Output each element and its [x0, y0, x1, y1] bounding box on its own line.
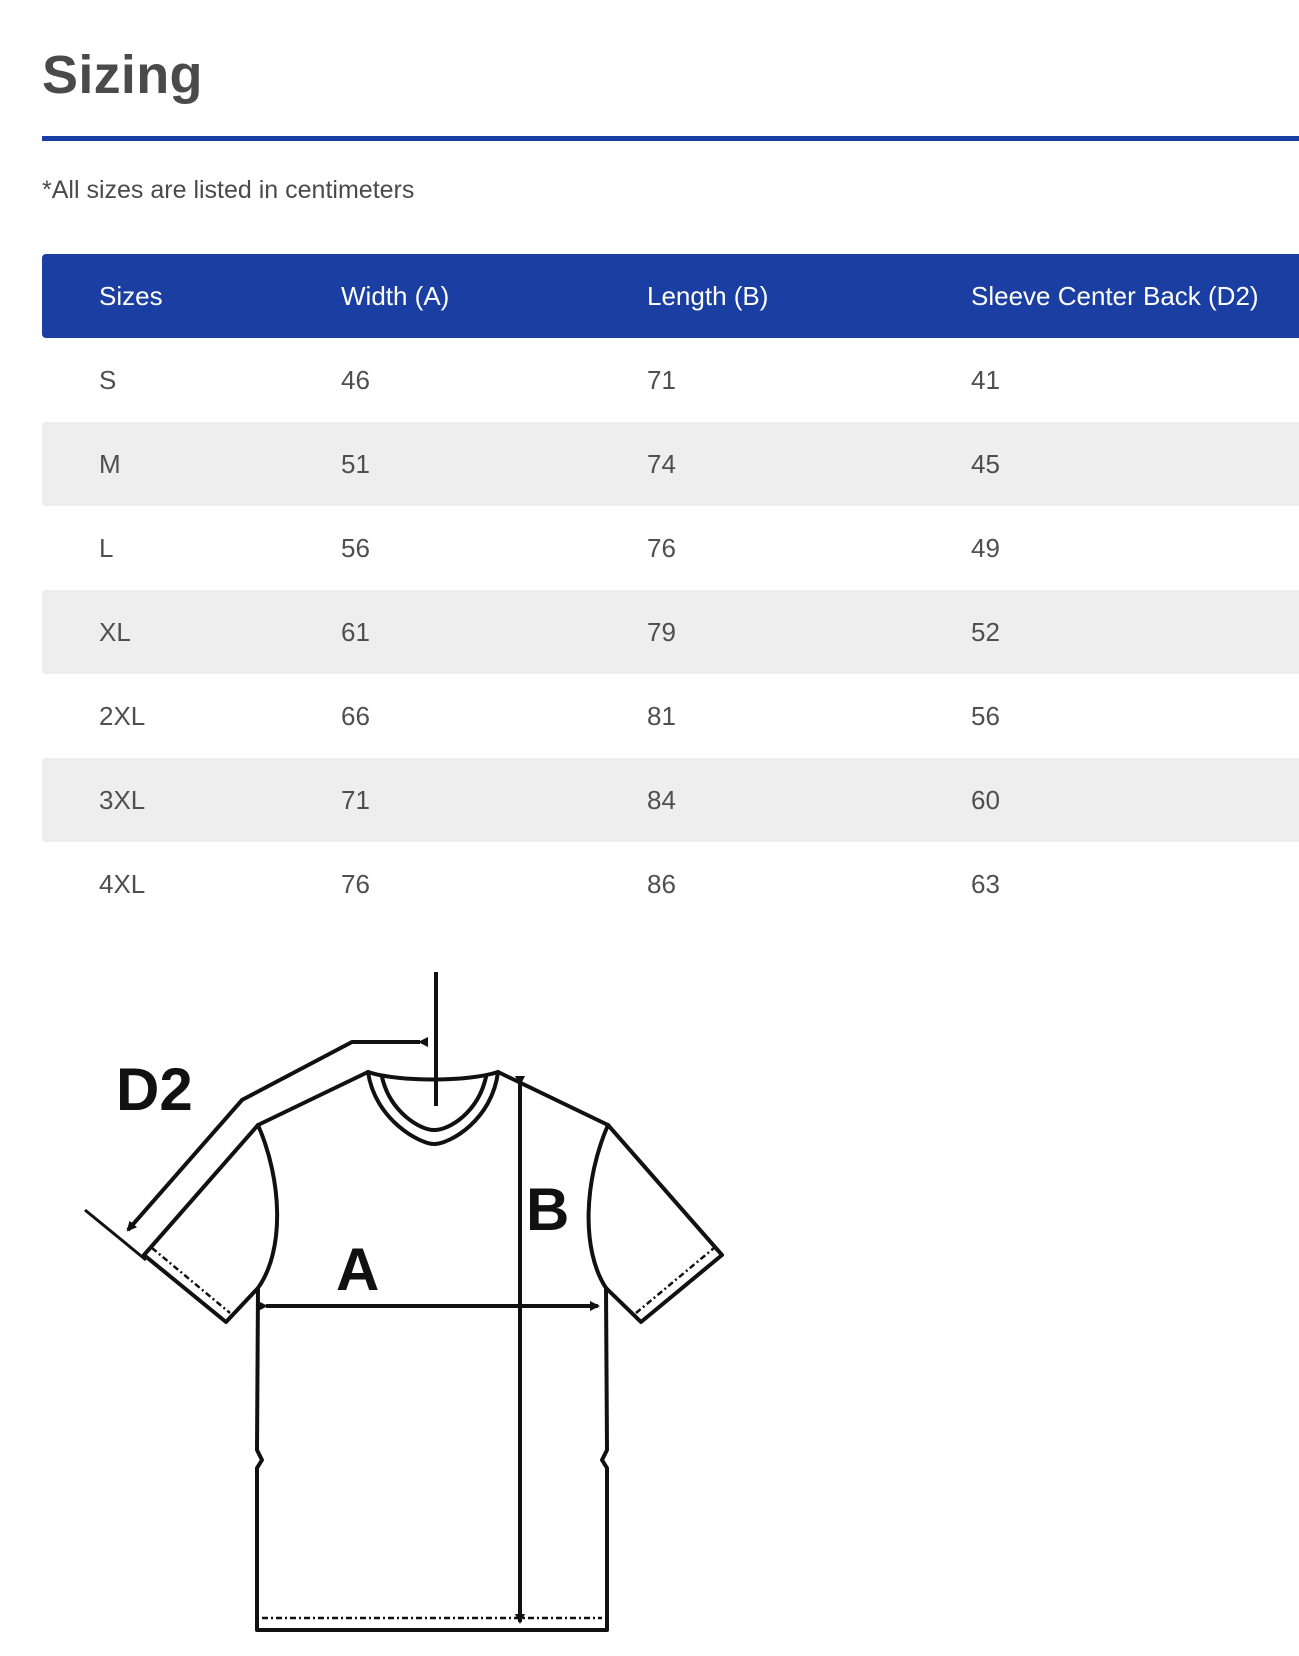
cell-width: 61: [341, 590, 647, 674]
cell-width: 56: [341, 532, 370, 563]
cell-length: 76: [647, 532, 676, 563]
cell-sleeve: 56: [971, 700, 1000, 731]
units-note: *All sizes are listed in centimeters: [42, 176, 415, 204]
header-sizes: Sizes: [42, 254, 341, 338]
size-chart-table: [42, 254, 1299, 926]
hem-stitching: [152, 1248, 714, 1618]
cell-sleeve: 52: [971, 590, 1299, 674]
cell-width: 71: [341, 758, 647, 842]
title-divider: [42, 136, 1299, 141]
header-sleeve-center-back: Sleeve Center Back (D2): [971, 254, 1299, 338]
cell-sleeve: 41: [971, 364, 1000, 395]
label-b: B: [526, 1176, 570, 1243]
table-row: [42, 506, 1299, 590]
cell-sleeve: 45: [971, 422, 1299, 506]
label-d2: D2: [116, 1056, 193, 1123]
cell-length: 84: [647, 758, 971, 842]
table-row: [42, 422, 1299, 506]
header-length: Length (B): [647, 254, 971, 338]
cell-length: 81: [647, 700, 676, 731]
cell-sleeve: 60: [971, 758, 1299, 842]
tshirt-outline: [144, 1072, 722, 1630]
cell-length: 79: [647, 590, 971, 674]
cell-width: 76: [341, 868, 370, 899]
table-row: [42, 674, 1299, 758]
cell-sleeve: 49: [971, 532, 1000, 563]
cell-size: S: [99, 364, 117, 395]
table-row: [42, 590, 1299, 674]
cell-size: 3XL: [42, 758, 341, 842]
cell-length: 71: [647, 364, 676, 395]
table-row: [42, 338, 1299, 422]
cell-sleeve: 63: [971, 868, 1000, 899]
header-width: Width (A): [341, 254, 647, 338]
cell-length: 86: [647, 868, 676, 899]
table-row: [42, 758, 1299, 842]
cell-width: 51: [341, 422, 647, 506]
cell-size: M: [42, 422, 341, 506]
tshirt-measurement-diagram: [0, 940, 760, 1656]
cell-size: XL: [42, 590, 341, 674]
table-row: [42, 842, 1299, 926]
table-header-row: [42, 254, 1299, 338]
cell-size: L: [99, 532, 114, 563]
label-a: A: [336, 1236, 380, 1303]
page-title: Sizing: [42, 45, 203, 105]
cell-length: 74: [647, 422, 971, 506]
cell-width: 66: [341, 700, 370, 731]
cell-width: 46: [341, 364, 370, 395]
cell-size: 4XL: [99, 868, 146, 899]
cell-size: 2XL: [99, 700, 146, 731]
